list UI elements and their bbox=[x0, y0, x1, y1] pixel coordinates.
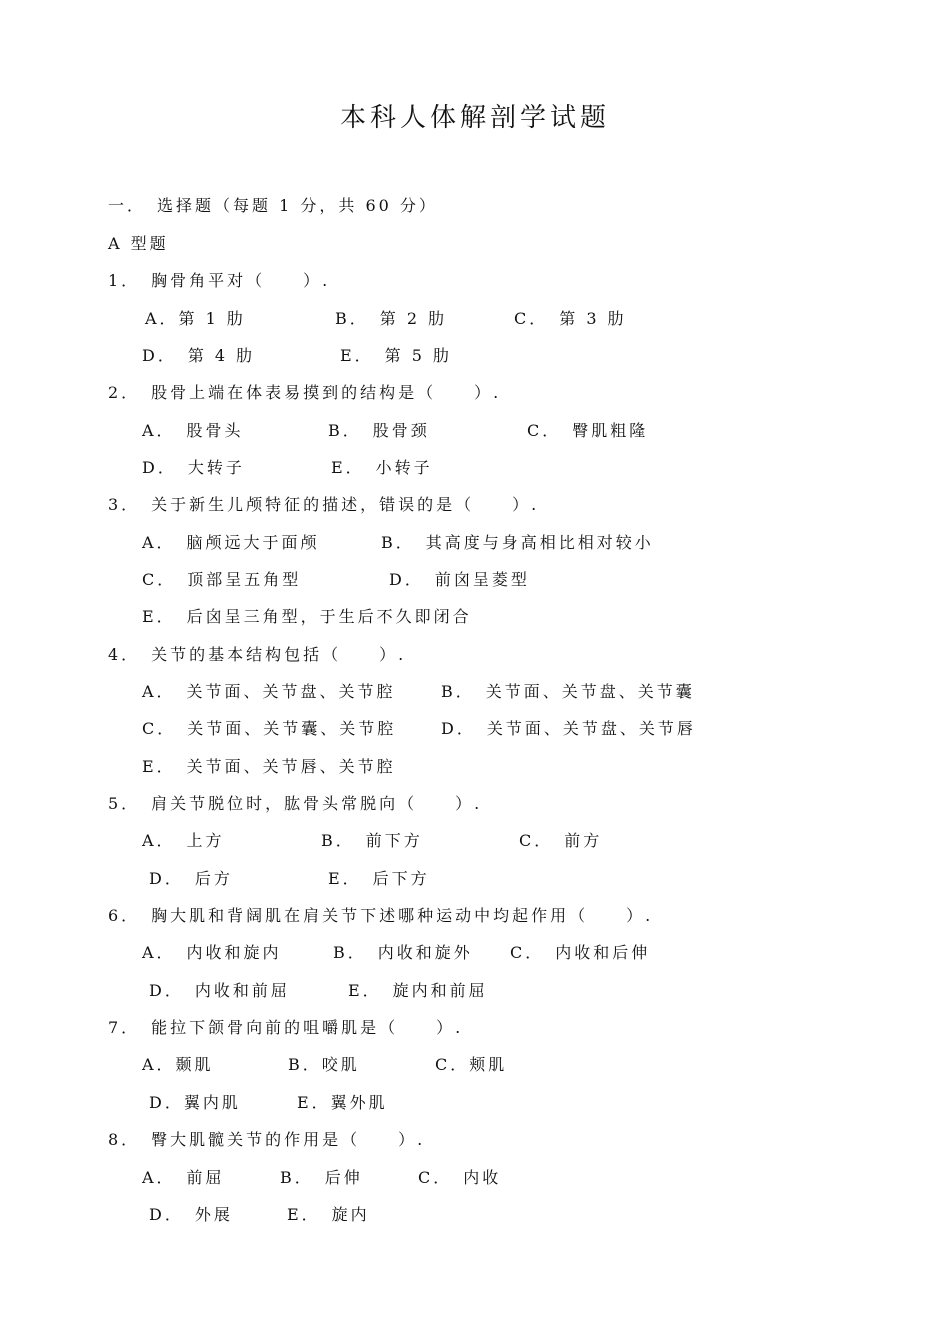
question-8-option-c: C． 内收 bbox=[418, 1168, 502, 1187]
question-7-option-c: C．颊肌 bbox=[435, 1055, 508, 1074]
question-1-option-c: C． 第 3 肋 bbox=[514, 309, 627, 328]
question-5-option-b: B． 前下方 bbox=[321, 831, 423, 850]
question-3-option-e: E． 后囟呈三角型，于生后不久即闭合 bbox=[142, 607, 472, 626]
question-4-option-b: B． 关节面、关节盘、关节囊 bbox=[441, 682, 695, 701]
question-5-option-a: A． 上方 bbox=[142, 831, 225, 850]
question-7-option-e: E．翼外肌 bbox=[297, 1093, 388, 1112]
question-6-stem: 6． 胸大肌和背阔肌在肩关节下述哪种运动中均起作用（ ）. bbox=[108, 906, 654, 925]
question-6-option-a: A． 内收和旋内 bbox=[142, 943, 282, 962]
question-6-option-b: B． 内收和旋外 bbox=[333, 943, 473, 962]
question-4-stem: 4． 关节的基本结构包括（ ）. bbox=[108, 645, 407, 664]
question-5-option-d: D． 后方 bbox=[149, 869, 233, 888]
question-2-option-e: E． 小转子 bbox=[331, 458, 433, 477]
question-3-option-b: B． 其高度与身高相比相对较小 bbox=[381, 533, 654, 552]
question-3-stem: 3． 关于新生儿颅特征的描述，错误的是（ ）. bbox=[108, 495, 540, 514]
question-6-option-e: E． 旋内和前屈 bbox=[348, 981, 488, 1000]
question-2-option-d: D． 大转子 bbox=[142, 458, 245, 477]
question-7-stem: 7． 能拉下颌骨向前的咀嚼肌是（ ）. bbox=[108, 1018, 464, 1037]
question-6-option-c: C． 内收和后伸 bbox=[510, 943, 651, 962]
question-5-option-e: E． 后下方 bbox=[328, 869, 430, 888]
question-5-option-c: C． 前方 bbox=[519, 831, 603, 850]
question-6-option-d: D． 内收和前屈 bbox=[149, 981, 290, 1000]
question-1-option-b: B． 第 2 肋 bbox=[335, 309, 448, 328]
question-7-option-d: D．翼内肌 bbox=[149, 1093, 241, 1112]
question-2-option-b: B． 股骨颈 bbox=[328, 421, 430, 440]
question-1-stem: 1． 胸骨角平对（ ）. bbox=[108, 271, 331, 290]
question-3-option-d: D． 前囟呈菱型 bbox=[389, 570, 530, 589]
question-4-option-d: D． 关节面、关节盘、关节唇 bbox=[441, 719, 696, 738]
question-2-stem: 2． 股骨上端在体表易摸到的结构是（ ）. bbox=[108, 383, 502, 402]
question-4-option-e: E． 关节面、关节唇、关节腔 bbox=[142, 757, 396, 776]
question-3-option-c: C． 顶部呈五角型 bbox=[142, 570, 302, 589]
question-8-option-a: A． 前屈 bbox=[142, 1168, 225, 1187]
question-2-option-c: C． 臀肌粗隆 bbox=[527, 421, 649, 440]
question-8-option-d: D． 外展 bbox=[149, 1205, 233, 1224]
question-2-option-a: A． 股骨头 bbox=[142, 421, 244, 440]
question-5-stem: 5． 肩关节脱位时，肱骨头常脱向（ ）. bbox=[108, 794, 483, 813]
question-3-option-a: A． 脑颅远大于面颅 bbox=[142, 533, 320, 552]
question-1-option-d: D． 第 4 肋 bbox=[142, 346, 256, 365]
question-8-option-e: E． 旋内 bbox=[287, 1205, 370, 1224]
document-title: 本科人体解剖学试题 bbox=[339, 103, 610, 133]
question-7-option-b: B．咬肌 bbox=[288, 1055, 360, 1074]
question-1-option-a: A．第 1 肋 bbox=[145, 309, 246, 328]
subsection-heading: A 型题 bbox=[108, 234, 169, 253]
question-7-option-a: A．颞肌 bbox=[142, 1055, 214, 1074]
section-heading: 一． 选择题（每题 1 分，共 60 分） bbox=[108, 196, 438, 215]
question-8-option-b: B． 后伸 bbox=[280, 1168, 363, 1187]
question-1-option-e: E． 第 5 肋 bbox=[340, 346, 453, 365]
question-4-option-c: C． 关节面、关节囊、关节腔 bbox=[142, 719, 397, 738]
question-8-stem: 8． 臀大肌髋关节的作用是（ ）. bbox=[108, 1130, 426, 1149]
question-4-option-a: A． 关节面、关节盘、关节腔 bbox=[142, 682, 396, 701]
